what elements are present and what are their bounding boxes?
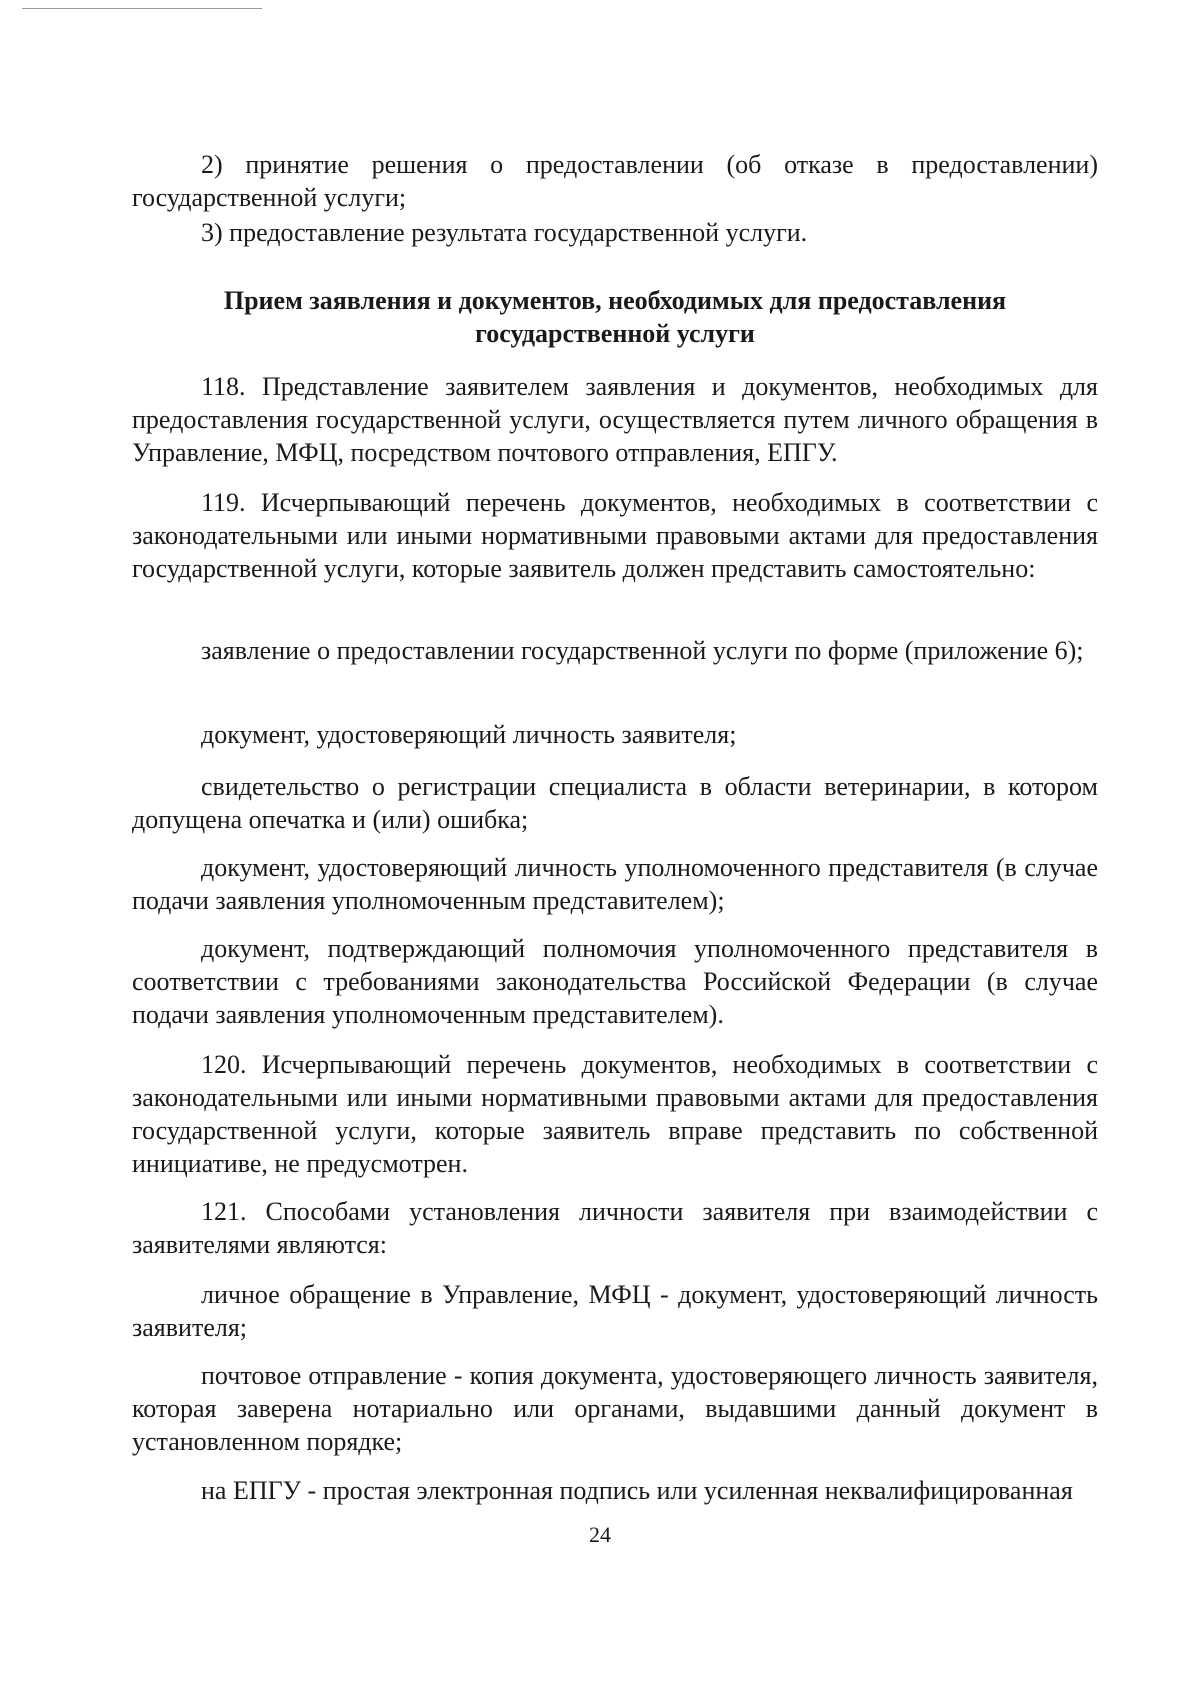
paragraph-representative-id: документ, удостоверяющий личность уполномоченного представителя (в случае подачи заявления уполномоченным представителем);	[132, 853, 1098, 915]
section-heading-line-2: государственной услуги	[475, 319, 755, 348]
paragraph-application-form: заявление о предоставлении государственной услуги по форме (приложение 6);	[201, 636, 1084, 665]
paragraph-item-3: 3) предоставление результата государственной услуги.	[201, 218, 808, 247]
paragraph-epgu: на ЕПГУ - простая электронная подпись или усиленная неквалифицированная	[201, 1476, 1073, 1505]
paragraph-118: 118. Представление заявителем заявления и документов, необходимых для предоставления государственной услуги, осуществляется путем личного обращения в Управление, МФЦ, посредством почтового отправления, ЕПГУ.	[132, 372, 1098, 467]
paragraph-119: 119. Исчерпывающий перечень документов, необходимых в соответствии с законодательными или иными нормативными правовыми актами для предоставления государственной услуги, которые заявитель должен представить самостоятельно:	[132, 488, 1098, 583]
top-rule	[22, 8, 262, 9]
paragraph-120: 120. Исчерпывающий перечень документов, необходимых в соответствии с законодательными или иными нормативными правовыми актами для предоставления государственной услуги, которые заявитель вправе представить по собственной инициативе, не предусмотрен.	[132, 1050, 1098, 1178]
paragraph-personal-visit: личное обращение в Управление, МФЦ - документ, удостоверяющий личность заявителя;	[132, 1280, 1098, 1342]
paragraph-representative-authority: документ, подтверждающий полномочия уполномоченного представителя в соответствии с требованиями законодательства Российской Федерации (в случае подачи заявления уполномоченным представителем).	[132, 934, 1098, 1029]
page-number: 24	[589, 1522, 611, 1547]
paragraph-applicant-id: документ, удостоверяющий личность заявителя;	[201, 720, 737, 749]
paragraph-121: 121. Способами установления личности заявителя при взаимодействии с заявителями являются:	[132, 1197, 1098, 1259]
paragraph-registration-certificate: свидетельство о регистрации специалиста в области ветеринарии, в котором допущена опечатка и (или) ошибка;	[132, 772, 1098, 834]
paragraph-postal-mail: почтовое отправление - копия документа, удостоверяющего личность заявителя, которая заверена нотариально или органами, выдавшими данный документ в установленном порядке;	[132, 1361, 1098, 1456]
section-heading-line-1: Прием заявления и документов, необходимых для предоставления	[223, 286, 1007, 315]
paragraph-item-2: 2) принятие решения о предоставлении (об отказе в предоставлении) государственной услуги;	[132, 150, 1098, 212]
